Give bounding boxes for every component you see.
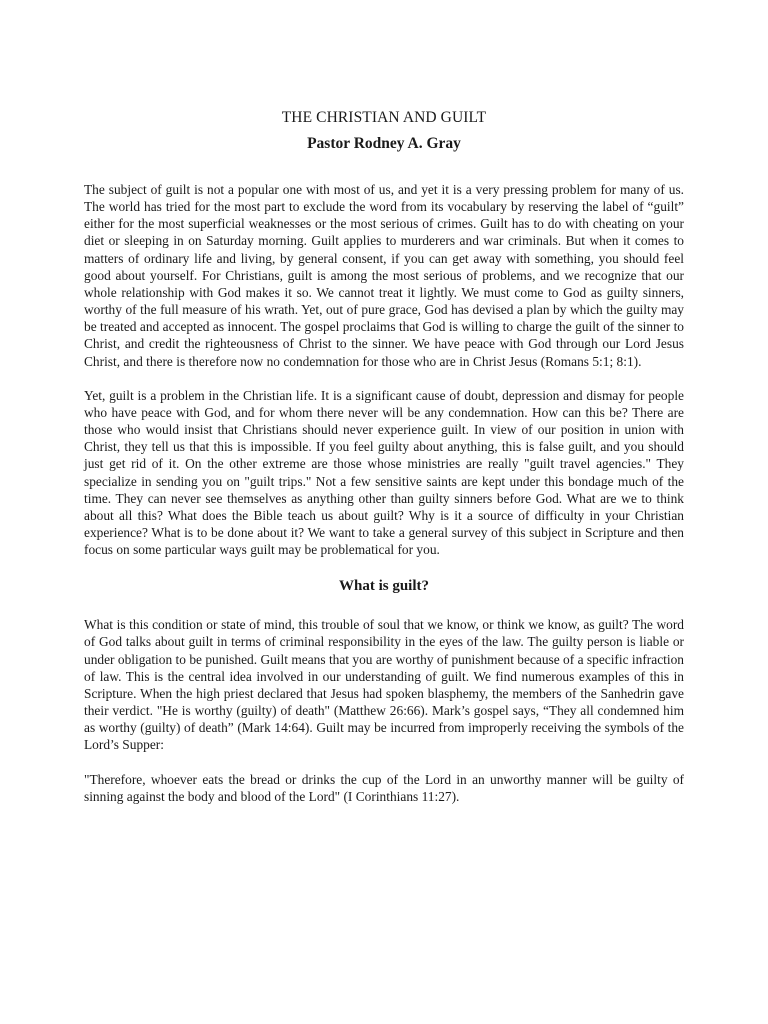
paragraph-intro: The subject of guilt is not a popular one with most of us, and yet it is a very pressing problem for many of us. The world has tried for the most part to exclude the word from its vocabulary by reserving the label of “guilt” either for the most superficial weaknesses or the most serious of crimes. Guilt has to do with cheating on your diet or sleeping in on Saturday morning. Guilt applies to murderers and war criminals. But when it comes to matters of ordinary life and living, by general consent, if you can get away with something, you should feel good about yourself. For Christians, guilt is among the most serious of problems, and we recognize that our whole relationship with God makes it so. We cannot treat it lightly. We must come to God as guilty sinners, worthy of the full measure of his wrath. Yet, out of pure grace, God has devised a plan by which the guilty may be treated and accepted as innocent. The gospel proclaims that God is willing to charge the guilt of the sinner to Christ, and credit the righteousness of Christ to the sinner. We have peace with God through our Lord Jesus Christ, and there is therefore now no condemnation for those who are in Christ Jesus (Romans 5:1; 8:1). bbox=[84, 182, 684, 369]
scripture-quote: "Therefore, whoever eats the bread or drinks the cup of the Lord in an unworthy manner will be guilty of sinning against the body and blood of the Lord" (I Corinthians 11:27). bbox=[84, 771, 684, 804]
document-author: Pastor Rodney A. Gray bbox=[307, 135, 461, 152]
document-page bbox=[84, 108, 684, 805]
paragraph-definition: What is this condition or state of mind, this trouble of soul that we know, or think we know, as guilt? The word of God talks about guilt in terms of criminal responsibility in the eyes of the law. The guilty person is liable or under obligation to be punished. Guilt means that you are worthy of punishment because of a specific infraction of law. This is the central idea involved in our understanding of guilt. We find numerous examples of this in Scripture. When the high priest declared that Jesus had spoken blasphemy, the members of the Sanhedrin gave their verdict. "He is worthy (guilty) of death" (Matthew 26:66). Mark’s gospel says, “They all condemned him as worthy (guilty) of death” (Mark 14:64). Guilt may be incurred from improperly receiving the symbols of the Lord’s Supper: bbox=[84, 617, 684, 753]
paragraph-problem: Yet, guilt is a problem in the Christian life. It is a significant cause of doubt, depression and dismay for people who have peace with God, and for whom there never will be any condemnation. How can this be? There are those who would insist that Christians should never experience guilt. In view of our position in union with Christ, they tell us that this is impossible. If you feel guilty about anything, this is false guilt, and you should just get rid of it. On the other extreme are those whose ministries are really "guilt travel agencies." They specialize in sending you on "guilt trips." Not a few sensitive saints are kept under this bondage much of the time. They can never see themselves as anything other than guilty sinners before God. What are we to think about all this? What does the Bible teach us about guilt? Why is it a source of difficulty in your Christian experience? What is to be done about it? We want to take a general survey of this subject in Scripture and then focus on some particular ways guilt may be problematical for you. bbox=[84, 387, 684, 558]
section-heading: What is guilt? bbox=[338, 578, 429, 595]
document-title: THE CHRISTIAN AND GUILT bbox=[281, 109, 487, 126]
